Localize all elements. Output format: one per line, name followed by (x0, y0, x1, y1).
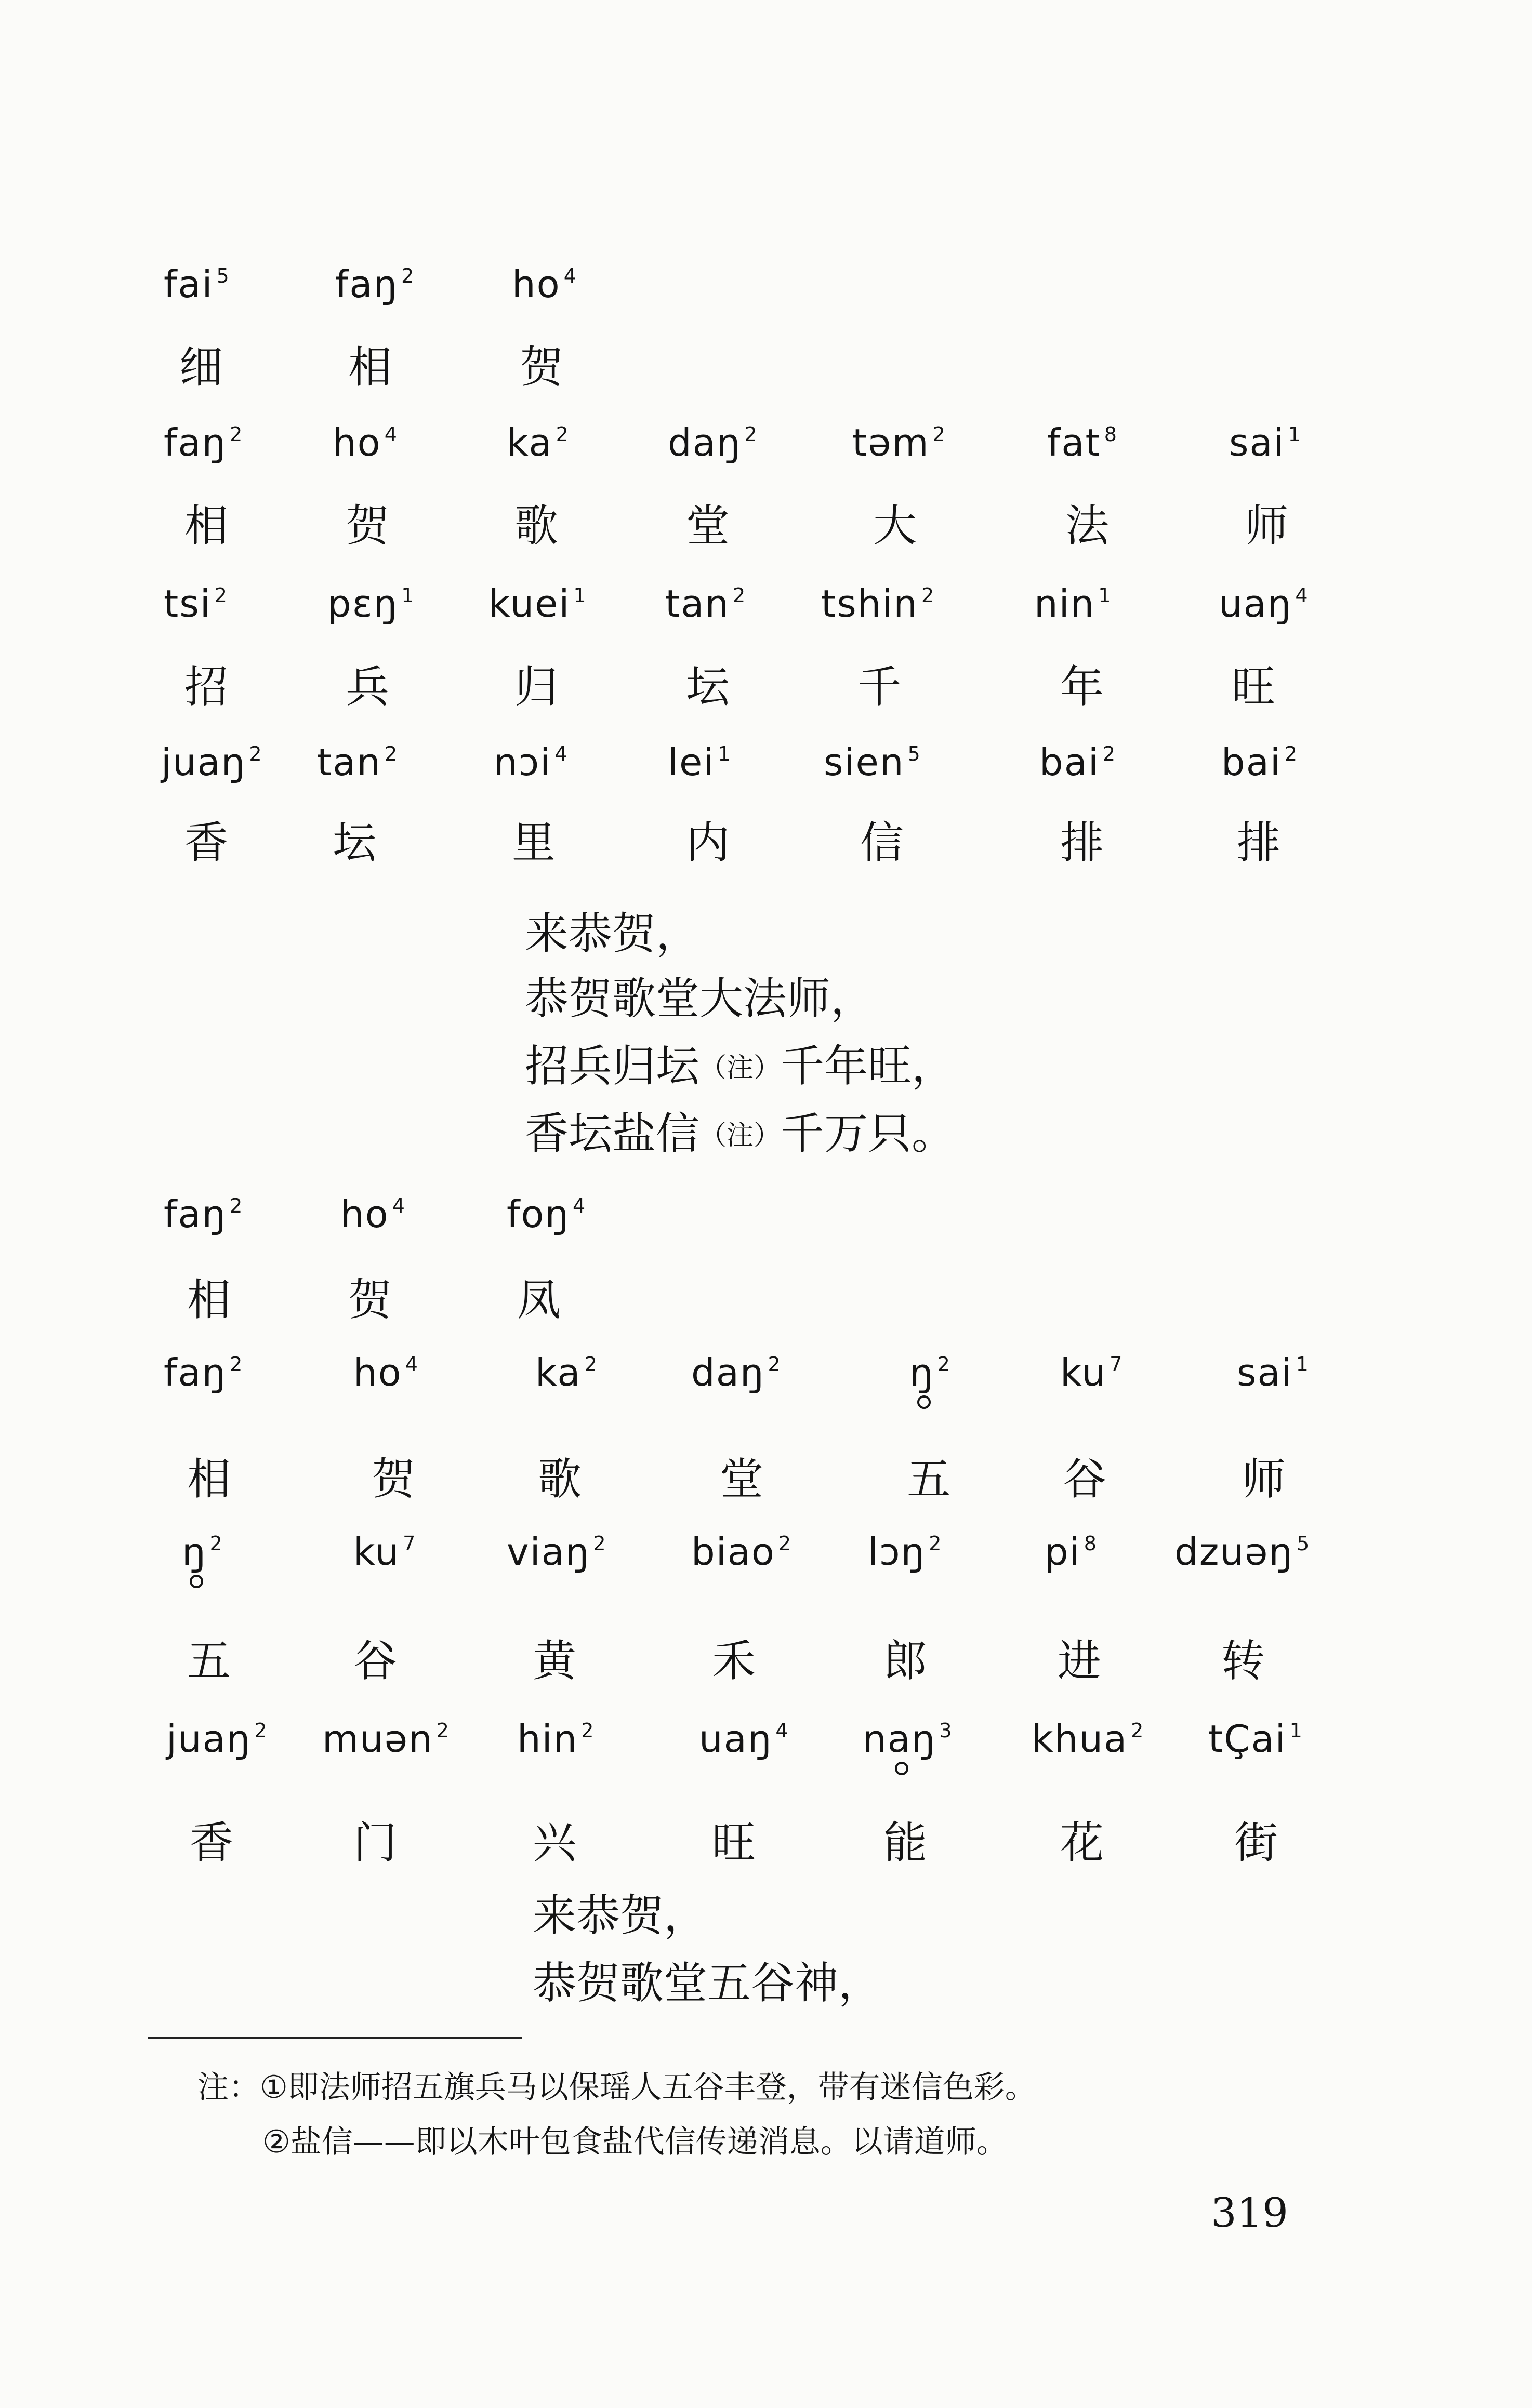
character: 五 (187, 1635, 231, 1686)
character: 归 (514, 661, 559, 712)
character: 排 (1237, 817, 1281, 868)
romanization-row (0, 1530, 1532, 1598)
syllable: tsi $^2$ (164, 582, 228, 626)
character: 歌 (538, 1454, 582, 1505)
page-number: 319 (1211, 2190, 1288, 2237)
character: 千 (857, 661, 902, 712)
character-row (0, 1808, 1532, 1875)
note-marker: （注） (699, 1120, 781, 1151)
syllable: tshin $^2$ (821, 582, 935, 626)
character: 贺 (372, 1454, 416, 1505)
syllable: lɔŋ $^2$ (868, 1530, 943, 1574)
character: 排 (1060, 817, 1104, 868)
character: 相 (348, 342, 392, 393)
syllable: bai $^2$ (1039, 740, 1117, 784)
syllable: uaŋ $^4$ (1219, 582, 1309, 626)
syllabic-ring-mark (190, 1575, 203, 1588)
translation-line: 来恭贺， (525, 908, 700, 959)
character: 信 (860, 817, 904, 868)
character: 师 (1242, 1454, 1286, 1505)
syllable: nin $^1$ (1034, 582, 1112, 626)
translation-line: 恭贺歌堂大法师， (525, 973, 875, 1024)
footnote: ②盐信——即以木叶包食盐代信传递消息。以请道师。 (262, 2124, 1008, 2160)
character: 香 (190, 1817, 234, 1868)
character: 谷 (1063, 1454, 1107, 1505)
syllable: daŋ $^2$ (691, 1351, 782, 1394)
romanization-row (0, 262, 1532, 330)
syllable: pi $^8$ (1045, 1530, 1098, 1574)
romanization-row (0, 582, 1532, 649)
character: 转 (1221, 1635, 1265, 1686)
character: 细 (179, 342, 223, 393)
character-row (0, 1444, 1532, 1512)
syllable: faŋ $^2$ (164, 1351, 244, 1394)
character-row (0, 491, 1532, 558)
character: 花 (1060, 1817, 1104, 1868)
syllable: faŋ $^2$ (335, 262, 415, 306)
character: 兴 (533, 1817, 577, 1868)
character: 招 (184, 661, 229, 712)
character: 香 (184, 817, 229, 868)
character: 年 (1060, 661, 1104, 712)
syllable: lei $^1$ (668, 740, 732, 784)
romanization-row (0, 1192, 1532, 1260)
footnote-divider (148, 2037, 522, 2039)
translation-line: 招兵归坛（注）千年旺， (525, 1041, 956, 1092)
character: 能 (883, 1817, 928, 1868)
syllable: sai $^1$ (1229, 421, 1302, 464)
character: 内 (686, 817, 730, 868)
character: 坛 (333, 817, 377, 868)
character: 相 (184, 500, 229, 551)
syllable: viaŋ $^2$ (507, 1530, 607, 1574)
character: 谷 (353, 1635, 398, 1686)
syllable: biao $^2$ (691, 1530, 793, 1574)
syllable: tÇai $^1$ (1208, 1717, 1303, 1761)
syllable: ho $^4$ (333, 421, 398, 464)
syllable: uaŋ $^4$ (699, 1717, 789, 1761)
character: 堂 (686, 500, 730, 551)
syllable: ŋ $^2$ (182, 1530, 223, 1574)
syllable: tan $^2$ (665, 582, 747, 626)
romanization-row (0, 1717, 1532, 1785)
character: 相 (187, 1274, 231, 1325)
syllable: daŋ $^2$ (668, 421, 758, 464)
romanization-row (0, 740, 1532, 808)
syllable: muən $^2$ (322, 1717, 450, 1761)
character: 师 (1245, 500, 1289, 551)
character-row (0, 1626, 1532, 1694)
character: 坛 (686, 661, 730, 712)
character: 堂 (720, 1454, 764, 1505)
syllable: sai $^1$ (1237, 1351, 1310, 1394)
character: 旺 (1232, 661, 1276, 712)
syllabic-ring-mark (895, 1762, 908, 1775)
translation-line: 恭贺歌堂五谷神， (533, 1958, 882, 2008)
character-row (0, 1265, 1532, 1333)
syllable: ku $^7$ (353, 1530, 417, 1574)
syllable: ka $^2$ (535, 1351, 598, 1394)
character: 里 (512, 817, 556, 868)
character: 门 (353, 1817, 398, 1868)
character: 街 (1234, 1817, 1278, 1868)
character: 贺 (520, 342, 564, 393)
footnote: 注：①即法师招五旗兵马以保瑶人五谷丰登，带有迷信色彩。 (197, 2069, 1036, 2106)
syllable: təm $^2$ (852, 421, 946, 464)
character: 凤 (517, 1274, 561, 1325)
character: 五 (907, 1454, 951, 1505)
syllable: faŋ $^2$ (164, 1192, 244, 1236)
syllable: ho $^4$ (340, 1192, 406, 1236)
character: 法 (1065, 500, 1110, 551)
syllable: faŋ $^2$ (164, 421, 244, 464)
character: 兵 (346, 661, 390, 712)
syllable: fai $^5$ (164, 262, 230, 306)
character-row (0, 808, 1532, 875)
romanization-row (0, 421, 1532, 488)
syllable: juaŋ $^2$ (166, 1717, 268, 1761)
syllable: fat $^8$ (1047, 421, 1118, 464)
syllable: ŋ $^2$ (909, 1351, 951, 1394)
syllable: tan $^2$ (317, 740, 399, 784)
character: 旺 (712, 1817, 756, 1868)
syllable: bai $^2$ (1221, 740, 1299, 784)
syllable: foŋ $^4$ (507, 1192, 587, 1236)
syllable: pɛŋ $^1$ (327, 582, 415, 626)
note-marker: （注） (699, 1053, 781, 1084)
syllable: dzuəŋ $^5$ (1174, 1530, 1311, 1574)
character: 贺 (346, 500, 390, 551)
syllable: kuei $^1$ (488, 582, 587, 626)
translation-line: 来恭贺， (533, 1890, 708, 1941)
translation-line: 香坛盐信（注）千万只。 (525, 1108, 956, 1159)
syllable: ho $^4$ (512, 262, 577, 306)
syllable: ho $^4$ (353, 1351, 419, 1394)
syllable: juaŋ $^2$ (161, 740, 263, 784)
syllable: ku $^7$ (1060, 1351, 1124, 1394)
syllable: khua $^2$ (1032, 1717, 1145, 1761)
character: 歌 (514, 500, 559, 551)
syllable: sien $^5$ (824, 740, 921, 784)
syllable: ka $^2$ (507, 421, 570, 464)
character: 郎 (883, 1635, 928, 1686)
syllable: hin $^2$ (517, 1717, 595, 1761)
syllabic-ring-mark (917, 1395, 931, 1409)
character: 贺 (348, 1274, 392, 1325)
character-row (0, 652, 1532, 720)
character: 大 (873, 500, 917, 551)
character: 禾 (712, 1635, 756, 1686)
romanization-row (0, 1351, 1532, 1418)
syllable: nɔi $^4$ (494, 740, 569, 784)
character: 黄 (533, 1635, 577, 1686)
character: 进 (1058, 1635, 1102, 1686)
syllable: naŋ $^3$ (863, 1717, 953, 1761)
character: 相 (187, 1454, 231, 1505)
character-row (0, 332, 1532, 400)
